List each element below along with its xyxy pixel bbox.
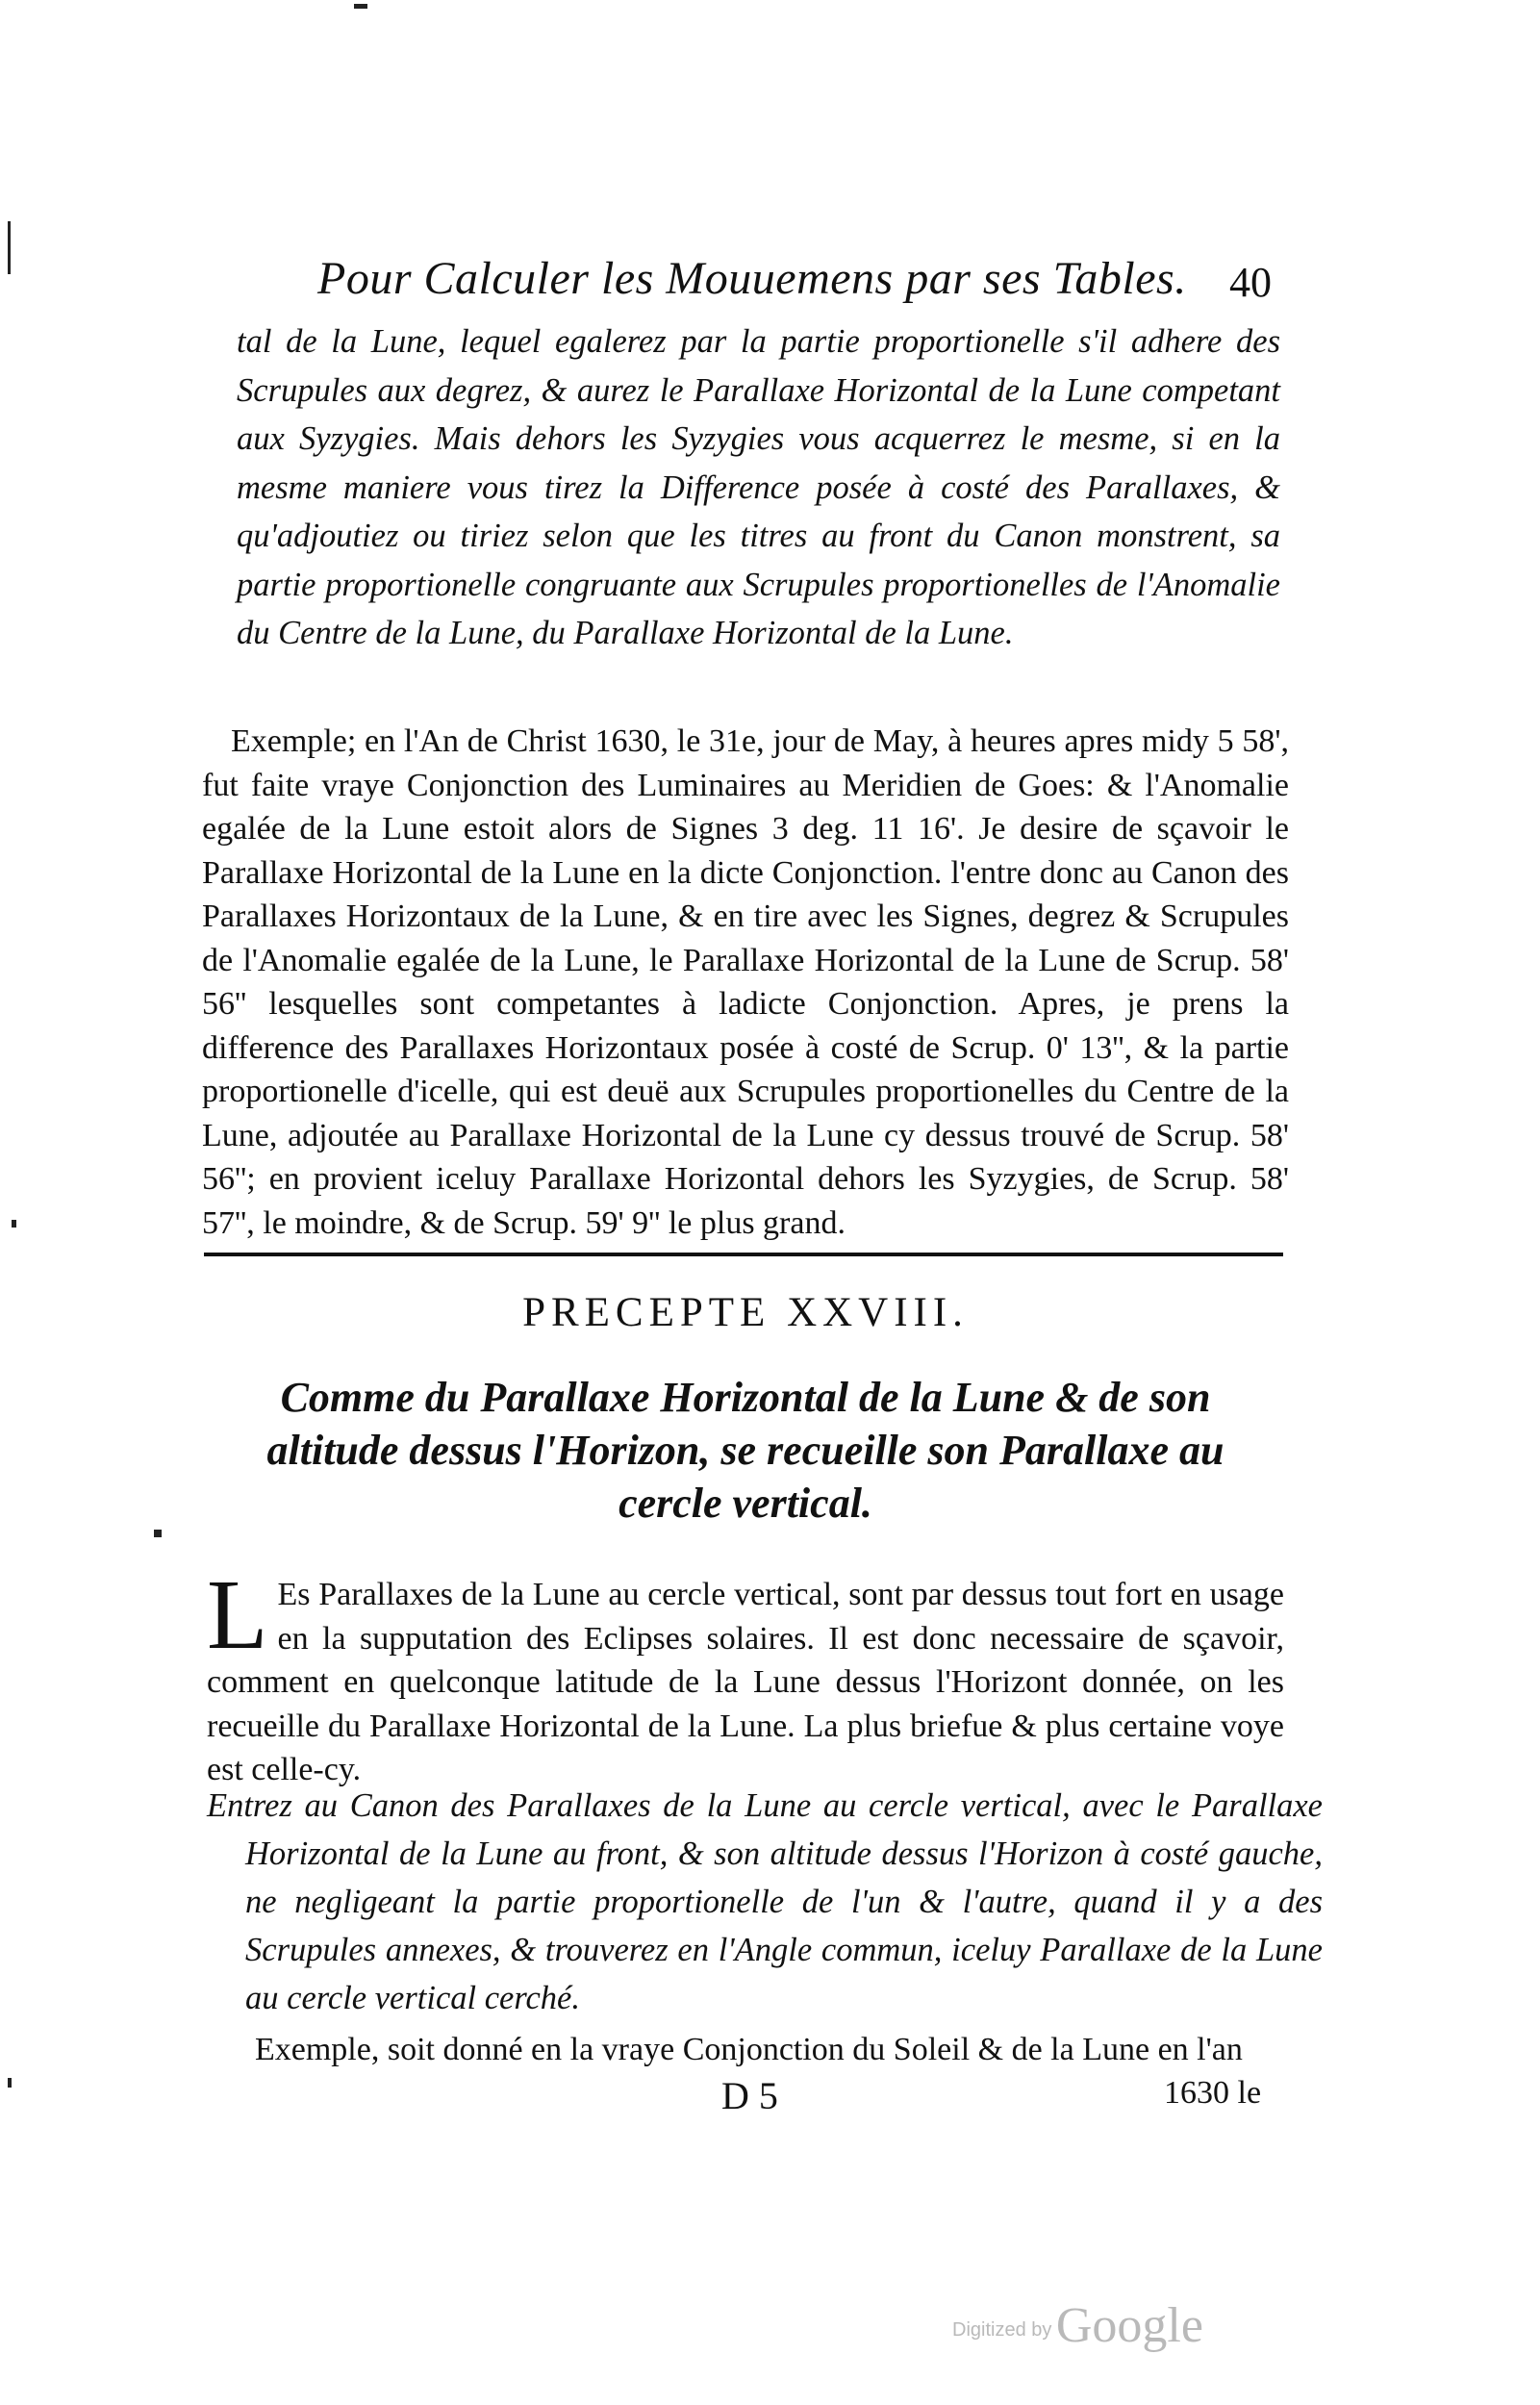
intro-paragraph <box>207 1559 1284 1792</box>
intro-paragraph-text: Es Parallaxes de la Lune au cercle vertical, sont par dessus tout fort en usage en la supputation des Eclipses solaires. Il est donc necessaire de sçavoir, comment en quelconque latitude de la Lune dessus l'Horizont donnée, on les recueille du Parallaxe Horizontal de la Lune. La plus briefue & plus certaine voye est celle-cy. <box>207 1577 1284 1787</box>
running-head: Pour Calculer les Mouuemens par ses Tables. <box>317 253 1187 304</box>
signature-mark: D 5 <box>721 2074 778 2117</box>
margin-mark-left-2 <box>154 1530 162 1537</box>
print-mark-top <box>354 4 367 9</box>
example-2-start: Exemple, soit donné en la vraye Conjonction du Soleil & de la Lune en l'an <box>255 2032 1243 2067</box>
catchword: 1630 le <box>1164 2075 1262 2111</box>
italic-paragraph: tal de la Lune, lequel egalerez par la partie proportionelle s'il adhere des Scrupules aux degrez, & aurez le Parallaxe Horizontal de la Lune competant aux Syzygies. Mais dehors les Syzygies vous acquerrez le mesme, si en la mesme maniere vous tirez la Difference posée à costé des Parallaxes, & qu'adjoutiez ou tiriez selon que les titres au front du Canon monstrent, sa partie proportionelle congruante aux Scrupules proportionelles de l'Anomalie du Centre de la Lune, du Parallaxe Horizontal de la Lune. <box>237 323 1280 651</box>
precept-heading: PRECEPTE XXVIII. <box>522 1290 969 1335</box>
drop-cap: L <box>207 1559 268 1670</box>
precept-subheading: Comme du Parallaxe Horizontal de la Lune & de son altitude dessus l'Horizon, se recueille son Parallaxe au cercle vertical. <box>266 1374 1224 1527</box>
margin-mark-bottom <box>8 2078 12 2088</box>
margin-mark-left <box>12 1220 16 1228</box>
instruction-paragraph: Entrez au Canon des Parallaxes de la Lune au cercle vertical, avec le Parallaxe Horizontal de la Lune au front, & son altitude dessus l'Horizon à costé gauche, ne negligeant la partie proportionelle de l'un & l'autre, quand il y a des Scrupules annexes, & trouverez en l'Angle commun, iceluy Parallaxe de la Lune au cercle vertical cerché. <box>207 1787 1323 2016</box>
page-number: 40 <box>1229 259 1272 306</box>
digitization-watermark <box>952 2297 1203 2354</box>
margin-rule-left <box>8 221 11 274</box>
google-logo: Google <box>1055 2298 1203 2353</box>
watermark-prefix: Digitized by <box>952 2319 1052 2341</box>
example-paragraph: Exemple; en l'An de Christ 1630, le 31e, jour de May, à heures apres midy 5 58', fut faite vraye Conjonction des Luminaires au Meridien de Goes: & l'Anomalie egalée de la Lune estoit alors de Signes 3 deg. 11 16'. Je desire de sçavoir le Parallaxe Horizontal de la Lune en la dicte Conjonction. l'entre donc au Canon des Parallaxes Horizontaux de la Lune, & en tire avec les Signes, degrez & Scrupules de l'Anomalie egalée de la Lune, le Parallaxe Horizontal de la Lune de Scrup. 58' 56'' lesquelles sont competantes à ladicte Conjonction. Apres, je prens la difference des Parallaxes Horizontaux posée à costé de Scrup. 0' 13'', & la partie proportionelle d'icelle, qui est deuë aux Scrupules proportionelles du Centre de la Lune, adjoutée au Parallaxe Horizontal de la Lune cy dessus trouvé de Scrup. 58' 56''; en provient iceluy Parallaxe Horizontal dehors les Syzygies, de Scrup. 58' 57'', le moindre, & de Scrup. 59' 9'' le plus grand. <box>202 723 1289 1241</box>
section-rule <box>204 1253 1283 1256</box>
